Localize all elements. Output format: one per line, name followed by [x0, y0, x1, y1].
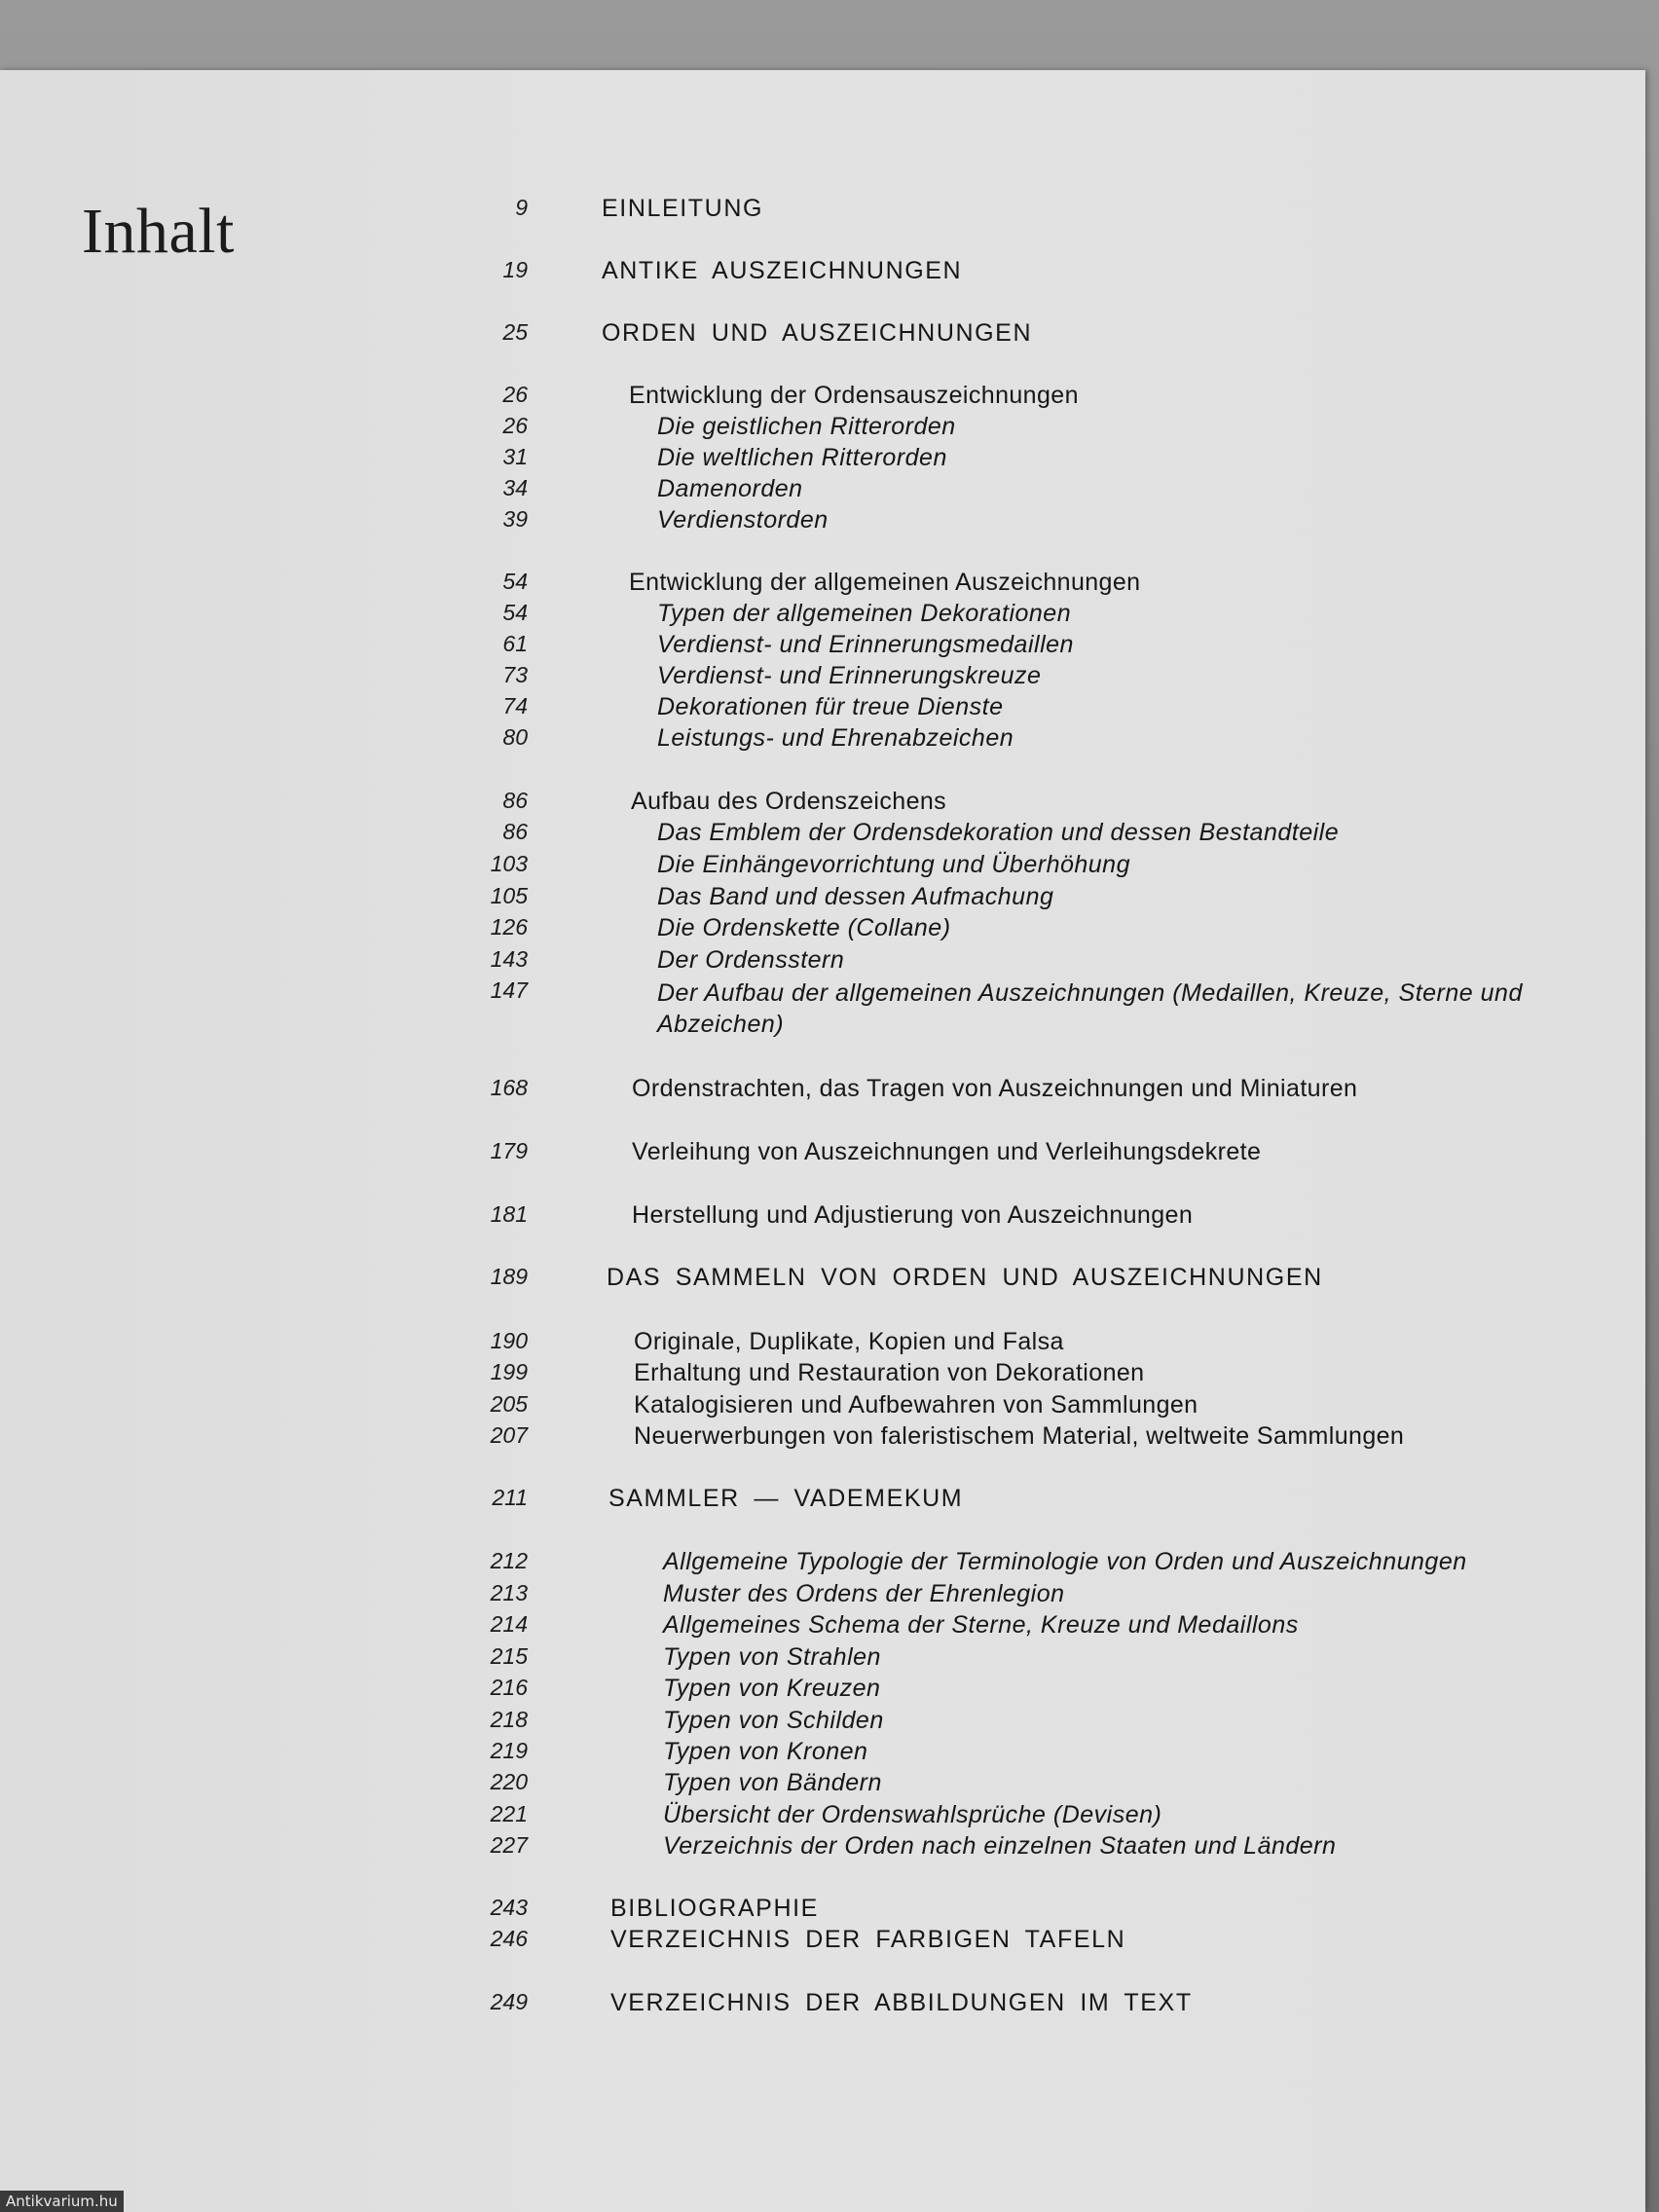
toc-page-number: 73	[502, 662, 528, 687]
toc-page-number: 86	[502, 788, 528, 813]
toc-page-number: 219	[490, 1738, 528, 1763]
toc-page-number: 26	[502, 382, 528, 407]
toc-entry-text: Verdienstorden	[657, 506, 829, 534]
toc-entry-text: Typen von Strahlen	[663, 1643, 881, 1671]
toc-entry-text: BIBLIOGRAPHIE	[610, 1895, 819, 1922]
toc-entry-text: Neuerwerbungen von faleristischem Material, weltweite Sammlungen	[634, 1422, 1405, 1450]
toc-page-number: 211	[492, 1485, 528, 1510]
toc-entry-text: Das Emblem der Ordensdekoration und dessen Bestandteile	[657, 819, 1340, 846]
toc-page-number: 215	[490, 1643, 528, 1669]
toc-page-number: 179	[490, 1138, 528, 1163]
toc-page-number: 74	[502, 693, 528, 719]
toc-entry-text: ANTIKE AUSZEICHNUNGEN	[602, 257, 963, 284]
toc-page-number: 54	[502, 600, 528, 625]
toc-page-number: 80	[502, 724, 528, 750]
toc-entry-text: Typen von Schilden	[663, 1707, 884, 1734]
toc-page-number: 143	[490, 946, 528, 972]
toc-entry-text: DAS SAMMELN VON ORDEN UND AUSZEICHNUNGEN	[607, 1264, 1323, 1291]
toc-entry-text: EINLEITUNG	[602, 195, 764, 222]
toc-page-number: 34	[502, 475, 528, 500]
toc-page-number: 25	[502, 319, 528, 345]
toc-page-number: 19	[502, 257, 528, 282]
toc-page-number: 26	[502, 413, 528, 438]
toc-entry-text: Typen von Bändern	[663, 1769, 882, 1796]
toc-entry-text: Der Aufbau der allgemeinen Auszeichnungen (Medaillen, Kreuze, Sterne und Abzeichen)	[657, 979, 1523, 1038]
toc-entry-text: SAMMLER — VADEMEKUM	[608, 1485, 964, 1512]
toc-page-number: 9	[515, 195, 528, 220]
toc-entry-text: Entwicklung der Ordensauszeichnungen	[629, 382, 1079, 409]
toc-entry-text: Allgemeines Schema der Sterne, Kreuze und Medaillons	[663, 1611, 1299, 1639]
toc-page-number: 103	[490, 851, 528, 876]
toc-entry-text: Verdienst- und Erinnerungskreuze	[657, 662, 1042, 689]
toc-entry-text: VERZEICHNIS DER ABBILDUNGEN IM TEXT	[610, 1989, 1193, 2016]
toc-entry-text: Verleihung von Auszeichnungen und Verleihungsdekrete	[632, 1138, 1262, 1165]
toc-page-number: 39	[502, 506, 528, 532]
toc-page-number: 216	[490, 1675, 528, 1700]
toc-page-number: 181	[490, 1201, 528, 1227]
toc-entry-text: Verzeichnis der Orden nach einzelnen Staaten und Ländern	[663, 1832, 1337, 1860]
toc-page-number: 212	[490, 1548, 528, 1573]
toc-page-number: 218	[490, 1707, 528, 1732]
toc-entry-text: ORDEN UND AUSZEICHNUNGEN	[602, 319, 1033, 347]
toc-entry-text: Ordenstrachten, das Tragen von Auszeichnungen und Miniaturen	[632, 1075, 1358, 1102]
toc-entry-text: Entwicklung der allgemeinen Auszeichnungen	[629, 569, 1141, 596]
toc-entry-text: Typen der allgemeinen Dekorationen	[657, 600, 1072, 627]
toc-entry-text: VERZEICHNIS DER FARBIGEN TAFELN	[610, 1926, 1126, 1953]
toc-entry-text: Herstellung und Adjustierung von Auszeichnungen	[632, 1201, 1194, 1229]
toc-entry-text: Der Ordensstern	[657, 946, 845, 974]
toc-entry-text: Originale, Duplikate, Kopien und Falsa	[634, 1328, 1064, 1355]
toc-entry-text: Damenorden	[657, 475, 803, 502]
toc-entry-text: Typen von Kreuzen	[663, 1675, 881, 1702]
toc-page-number: 54	[502, 569, 528, 594]
toc-page-number: 246	[490, 1926, 528, 1951]
toc-entry-text: Die Einhängevorrichtung und Überhöhung	[657, 851, 1130, 878]
toc-entry-text: Die geistlichen Ritterorden	[657, 413, 956, 440]
toc-page-number: 86	[502, 819, 528, 844]
toc-page-number: 227	[490, 1832, 528, 1858]
toc-page-number: 213	[490, 1580, 528, 1605]
toc-page-number: 190	[490, 1328, 528, 1353]
toc-page-number: 249	[490, 1989, 528, 2014]
toc-entry-text: Aufbau des Ordenszeichens	[631, 788, 947, 815]
toc-entry-text: Muster des Ordens der Ehrenlegion	[663, 1580, 1065, 1607]
toc-entry-text: Übersicht der Ordenswahlsprüche (Devisen)	[663, 1801, 1162, 1828]
toc-entry-text: Typen von Kronen	[663, 1738, 868, 1765]
toc-page-number: 220	[490, 1769, 528, 1794]
toc-entry-text: Leistungs- und Ehrenabzeichen	[657, 724, 1014, 752]
table-of-contents	[0, 70, 1645, 2212]
toc-entry-text: Das Band und dessen Aufmachung	[657, 883, 1054, 910]
toc-entry-text: Katalogisieren und Aufbewahren von Sammlungen	[634, 1391, 1198, 1419]
toc-page-number: 126	[490, 914, 528, 940]
toc-page-number: 168	[490, 1075, 528, 1100]
toc-entry-text: Die weltlichen Ritterorden	[657, 444, 947, 471]
watermark: Antikvarium.hu	[0, 2191, 124, 2212]
toc-page-number: 147	[490, 977, 528, 1003]
toc-page-number: 221	[490, 1801, 528, 1826]
toc-entry-text: Die Ordenskette (Collane)	[657, 914, 951, 941]
toc-page-number: 205	[490, 1391, 528, 1417]
toc-entry-text: Allgemeine Typologie der Terminologie von Orden und Auszeichnungen	[663, 1548, 1467, 1575]
page-title: Inhalt	[82, 196, 235, 267]
toc-page-number: 189	[490, 1264, 528, 1289]
toc-page-number: 243	[490, 1895, 528, 1920]
book-page	[0, 70, 1645, 2212]
toc-entry-text: Verdienst- und Erinnerungsmedaillen	[657, 631, 1074, 658]
toc-page-number: 31	[502, 444, 528, 469]
toc-page-number: 207	[490, 1422, 528, 1448]
toc-page-number: 105	[490, 883, 528, 908]
toc-page-number: 214	[490, 1611, 528, 1637]
toc-entry-text: Dekorationen für treue Dienste	[657, 693, 1004, 720]
toc-page-number: 199	[490, 1359, 528, 1384]
toc-entry-text: Erhaltung und Restauration von Dekorationen	[634, 1359, 1145, 1386]
toc-page-number: 61	[502, 631, 528, 656]
